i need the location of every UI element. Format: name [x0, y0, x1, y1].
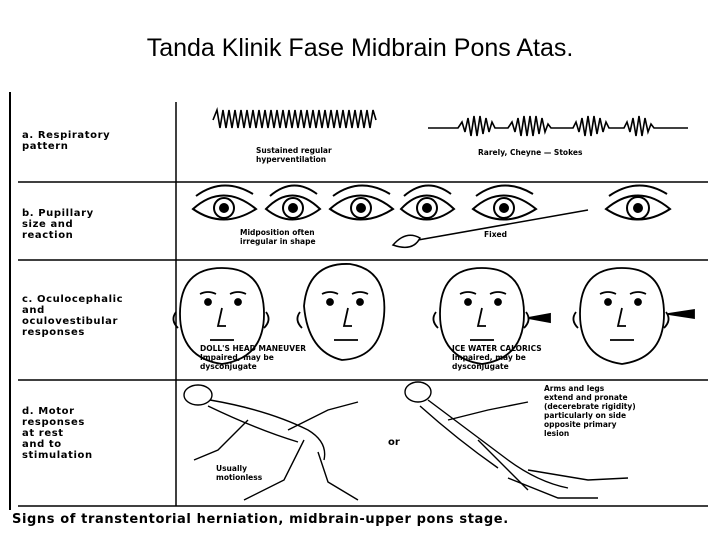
eye-6: [606, 185, 670, 219]
caption-or: or: [388, 437, 400, 448]
row-label-motor: d. Motor responses at rest and to stimulation: [22, 406, 93, 461]
cheyne-stokes-waveform: [428, 116, 688, 136]
caption-cheyne-stokes: Rarely, Cheyne — Stokes: [478, 148, 583, 157]
body-motionless: [184, 385, 358, 500]
eye-1: [193, 185, 256, 219]
row-label-respiratory: a. Respiratory pattern: [22, 130, 111, 152]
hyperventilation-waveform: [213, 110, 376, 128]
caption-ice-water: ICE WATER CALORICS Impaired, may be dysconjugate: [452, 344, 542, 371]
eye-3: [330, 185, 393, 219]
caption-hyperventilation: Sustained regular hyperventilation: [256, 146, 332, 164]
herniation-figure: [8, 90, 712, 535]
slide-title: Tanda Klinik Fase Midbrain Pons Atas.: [146, 34, 574, 62]
figure-caption: Signs of transtentorial herniation, midbrain-upper pons stage.: [12, 512, 509, 527]
pupil-eyes: [193, 185, 670, 219]
caption-decerebrate: Arms and legs extend and pronate (decerebrate rigidity) particularly on side opposite primary lesion: [544, 384, 636, 438]
caption-midposition: Midposition often irregular in shape: [240, 228, 316, 246]
eye-2: [266, 185, 320, 219]
head-ice-2: [573, 268, 694, 364]
caption-dolls-head: DOLL'S HEAD MANEUVER Impaired, may be dysconjugate: [200, 344, 306, 371]
row-label-oculocephalic: c. Oculocephalic and oculovestibular responses: [22, 294, 124, 338]
caption-motionless: Usually motionless: [216, 464, 263, 482]
row-label-pupillary: b. Pupillary size and reaction: [22, 208, 94, 241]
caption-fixed: Fixed: [484, 230, 507, 239]
eye-4: [401, 185, 454, 219]
eye-5: [473, 185, 536, 219]
pupil-pointer: [393, 210, 588, 247]
head-doll-2: [297, 264, 384, 360]
